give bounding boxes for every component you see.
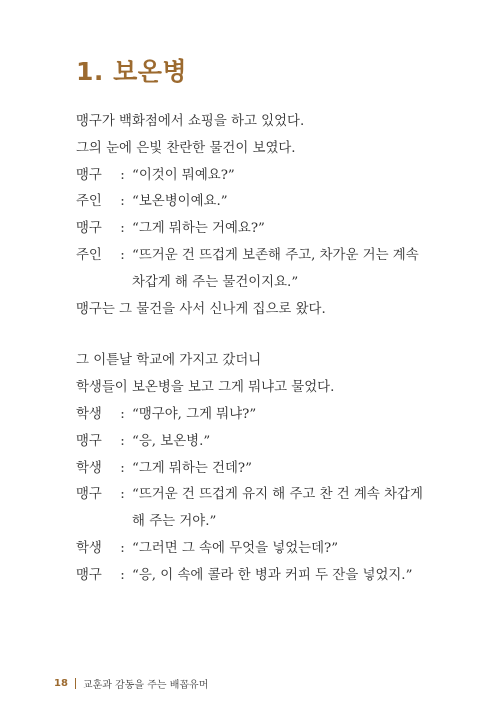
dialogue-text: “그러면 그 속에 무엇을 넣었는데?” [132,540,339,556]
speaker-name: 학생 [76,406,102,422]
chapter-title: 1. 보온병 [76,57,188,86]
story-body [76,109,436,590]
footer-divider [75,678,76,689]
narration-line: 맹구가 백화점에서 쇼핑을 하고 있었다. [76,114,305,129]
speaker-separator: : [120,433,125,449]
page-footer [54,676,208,691]
speaker-name: 맹구 [76,221,102,237]
dialogue-text: “이것이 뭐예요?” [132,167,235,183]
narration-line: 맹구는 그 물건을 사서 신나게 집으로 왔다. [76,301,326,317]
dialogue-line [76,243,436,270]
dialogue-text: “그게 뭐하는 거예요?” [132,221,265,237]
speaker-separator: : [120,194,125,210]
speaker-name: 학생 [76,460,102,476]
speaker-separator: : [120,460,125,476]
speaker-separator: : [120,540,125,556]
dialogue-line [76,429,436,456]
dialogue-text: “보온병이예요.” [132,194,228,210]
dialogue-continuation: 해 주는 거야.” [132,514,217,530]
speaker-separator: : [120,247,125,263]
speaker-name: 맹구 [76,167,102,183]
speaker-name: 맹구 [76,487,102,503]
dialogue-line [76,402,436,429]
dialogue-text: “응, 이 속에 콜라 한 병과 커피 두 잔을 넣었지.” [132,567,413,583]
speaker-name: 주인 [76,194,102,210]
paragraph-gap [76,323,436,348]
dialogue-continuation: 차갑게 해 주는 물건이지요.” [132,274,299,290]
speaker-separator: : [120,487,125,503]
dialogue-line [76,163,436,190]
dialogue-line [76,216,436,243]
dialogue-line [76,563,436,590]
page-number: 18 [54,678,68,689]
dialogue-line [76,456,436,483]
dialogue-text: “뜨거운 건 뜨겁게 유지 해 주고 찬 건 계속 차갑게 [132,487,423,503]
speaker-separator: : [120,406,125,422]
dialogue-line [76,482,436,509]
book-title: 교훈과 감동을 주는 배꼽유머 [82,680,209,691]
speaker-separator: : [120,567,125,583]
speaker-separator: : [120,221,125,237]
dialogue-line [76,189,436,216]
dialogue-text: “응, 보온병.” [132,433,211,449]
dialogue-text: “뜨거운 건 뜨겁게 보존해 주고, 차가운 거는 계속 [132,247,419,263]
speaker-name: 맹구 [76,433,102,449]
narration-line: 학생들이 보온병을 보고 그게 뭐냐고 물었다. [76,380,335,396]
speaker-name: 주인 [76,247,102,263]
speaker-name: 학생 [76,540,102,556]
speaker-separator: : [120,167,125,183]
narration-line: 그의 눈에 은빛 찬란한 물건이 보였다. [76,140,296,156]
dialogue-text: “맹구야, 그게 뭐냐?” [132,406,257,422]
dialogue-text: “그게 뭐하는 건데?” [132,460,252,476]
speaker-name: 맹구 [76,567,102,583]
dialogue-line [76,536,436,563]
narration-line: 그 이튿날 학교에 가지고 갔더니 [76,353,262,369]
